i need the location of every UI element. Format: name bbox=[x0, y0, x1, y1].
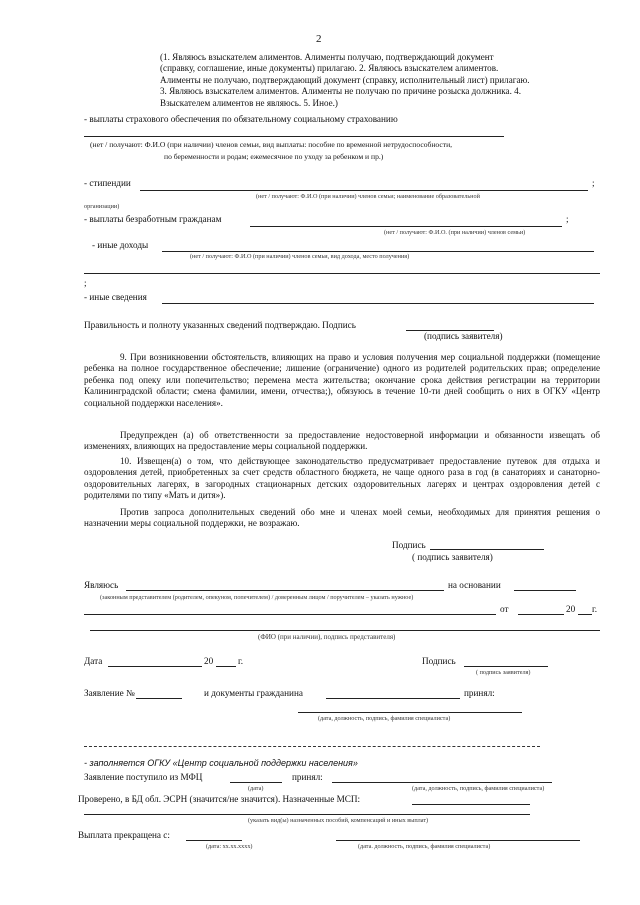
accepted-official-line[interactable] bbox=[298, 712, 522, 713]
confirm-text: Правильность и полноту указанных сведений подтверждаю. Подпись bbox=[84, 320, 356, 330]
alimony-line-1: (1. Являюсь взыскателем алиментов. Алименты получаю, подтверждающий документ bbox=[160, 52, 494, 62]
alimony-line-5: Взыскателем алиментов не являюсь. 5. Иное.) bbox=[160, 97, 338, 108]
no-objection-text: Против запроса дополнительных сведений обо мне и членах моей семьи, необходимых для принятия решения о назначении меры социальной поддержки, не возражаю. bbox=[84, 507, 600, 529]
date-fill-line[interactable] bbox=[108, 666, 202, 667]
stipend-semicolon: ; bbox=[592, 178, 595, 188]
signature-line[interactable] bbox=[430, 549, 544, 550]
office-heading: - заполняется ОГКУ «Центр социальной поддержки населения» bbox=[84, 758, 358, 768]
stipend-fill-line[interactable] bbox=[140, 190, 588, 191]
page-number: 2 bbox=[316, 33, 322, 45]
representative-document-line[interactable] bbox=[84, 614, 496, 615]
insurance-hint-2: по беременности и родам; ежемесячное по уходу за ребенком и пр.) bbox=[164, 152, 384, 161]
alimony-line-4: 3. Являюсь взыскателем алиментов. Алименты не получаю по причине розыска должника. 4. bbox=[160, 86, 521, 97]
representative-basis-line[interactable] bbox=[514, 590, 576, 591]
accepted-hint: (дата, должность, подпись, фамилия специалиста) bbox=[318, 715, 451, 722]
office-stopped-date-line[interactable] bbox=[186, 840, 242, 841]
office-benefits-hint: (указать вид(ы) назначенных пособий, компенсаций и иных выплат) bbox=[248, 817, 429, 824]
accepted-number-line[interactable] bbox=[136, 698, 182, 699]
unemployed-label: - выплаты безработным гражданам bbox=[84, 214, 222, 224]
office-benefits-line-2[interactable] bbox=[84, 814, 530, 815]
paragraph-10: 10. Извещен(а) о том, что действующее законодательство предусматривает предоставление путевок для отдыха и оздоровления детей, приобретенных за счет средств областного бюджета, не чаще одного раза в год (в санаториях и санаторно-оздоровительных лагерях, в загородных стационарных детских оздоровительных лагерях и центрах оздоровления детей с родителями по типу «Мать и дитя»). bbox=[84, 456, 600, 501]
date-year-line[interactable] bbox=[216, 666, 236, 667]
accepted-citizen-line[interactable] bbox=[326, 698, 460, 699]
representative-year-prefix: 20 bbox=[566, 604, 576, 614]
representative-basis-label: на основании bbox=[448, 580, 501, 590]
representative-label: Являюсь bbox=[84, 580, 119, 590]
office-benefits-line[interactable] bbox=[412, 804, 530, 805]
date-year-prefix: 20 bbox=[204, 656, 214, 666]
representative-fio-line[interactable] bbox=[90, 630, 600, 631]
office-date-hint: (дата) bbox=[248, 785, 264, 792]
other-info-fill-line[interactable] bbox=[162, 303, 594, 304]
office-stopped-official-hint: (дата. должность, подпись, фамилия специалиста) bbox=[358, 843, 491, 850]
representative-fio-hint: (ФИО (при наличии), подпись представителя) bbox=[258, 633, 396, 641]
date-signature-hint: ( подпись заявителя) bbox=[476, 669, 531, 676]
insurance-label: - выплаты страхового обеспечения по обязательному социальному страхованию bbox=[84, 114, 398, 124]
alimony-options bbox=[160, 52, 600, 109]
office-stopped-official-line[interactable] bbox=[336, 840, 580, 841]
other-info-label: - иные сведения bbox=[84, 292, 147, 302]
alimony-line-2: (справку, соглашение, иные документы) прилагаю. 2. Являюсь взыскателем алиментов. bbox=[160, 63, 499, 74]
office-received-label: Заявление поступило из МФЦ bbox=[84, 772, 203, 782]
representative-hint: (законным представителем (родителем, опекуном, попечителем) / доверенным лицом / поручителем – указать нужное) bbox=[100, 594, 414, 601]
date-label: Дата bbox=[84, 656, 103, 666]
stipend-label: - стипендии bbox=[84, 178, 131, 188]
unemployed-semicolon: ; bbox=[566, 214, 569, 224]
other-income-label: - иные доходы bbox=[92, 240, 149, 250]
signature-hint: ( подпись заявителя) bbox=[412, 552, 493, 562]
office-received-accepted: принял: bbox=[292, 772, 323, 782]
office-stopped-date-hint: (дата: хх.хх.хххх) bbox=[206, 843, 253, 850]
office-checked-label: Проверено, в БД обл. ЭСРН (значится/не значится). Назначенные МСП: bbox=[78, 794, 361, 804]
office-official-hint: (дата, должность, подпись, фамилия специалиста) bbox=[412, 785, 545, 792]
insurance-hint-1: (нет / получают: Ф.И.О (при наличии) членов семьи, вид выплаты: пособие по временной нетрудоспособности, bbox=[90, 140, 453, 149]
accepted-prefix: Заявление № bbox=[84, 688, 135, 698]
accepted-middle: и документы гражданина bbox=[204, 688, 303, 698]
alimony-line-3: Алименты не получаю, подтверждающий документ (справку, исполнительный лист) прилагаю. bbox=[160, 74, 530, 85]
unemployed-hint: (нет / получают: Ф.И.О. (при наличии) членов семьи) bbox=[384, 229, 526, 236]
stipend-hint-2: организации) bbox=[84, 203, 120, 210]
office-received-line[interactable] bbox=[230, 782, 282, 783]
representative-year-line[interactable] bbox=[578, 614, 592, 615]
representative-date-line[interactable] bbox=[518, 614, 564, 615]
other-income-hint: (нет / получают: Ф.И.О (при наличии) членов семьи, вид дохода, место получения) bbox=[190, 253, 410, 260]
confirm-signature-hint: (подпись заявителя) bbox=[424, 331, 503, 341]
paragraph-9: 9. При возникновении обстоятельств, влияющих на право и условия получения мер социальной поддержки (помещение ребенка на полное государственное обеспечение; лишение (ограничение) одного из родителей родительских прав; определение ребенка под опеку или попечительство; перемена места жительства; окончание срока действия регистрации на территории Калининградской области; смена фамилии, имени, отчества;), обязуюсь в течение 10-ти дней сообщить о них в ОГКУ «Центр социальной поддержки населения». bbox=[84, 352, 600, 408]
other-income-fill-line[interactable] bbox=[162, 251, 594, 252]
date-signature-label: Подпись bbox=[422, 656, 456, 666]
representative-fill-line[interactable] bbox=[126, 590, 444, 591]
office-received-official-line[interactable] bbox=[332, 782, 552, 783]
unemployed-fill-line[interactable] bbox=[250, 226, 562, 227]
other-income-semicolon: ; bbox=[84, 278, 87, 288]
responsibility-warning: Предупрежден (а) об ответственности за предоставление недостоверной информации и обязанности извещать об изменениях, влияющих на предоставление меры социальной поддержки. bbox=[84, 430, 600, 452]
office-stopped-label: Выплата прекращена с: bbox=[78, 830, 170, 840]
insurance-fill-line[interactable] bbox=[84, 136, 504, 137]
representative-year-suffix: г. bbox=[592, 604, 598, 614]
other-income-fill-line-2[interactable] bbox=[84, 273, 600, 274]
date-signature-line[interactable] bbox=[464, 666, 548, 667]
signature-label: Подпись bbox=[392, 540, 426, 550]
stipend-hint-1: (нет / получают: Ф.И.О (при наличии) членов семьи; наименование образовательной bbox=[256, 193, 480, 200]
section-divider bbox=[84, 746, 540, 747]
representative-from-label: от bbox=[500, 604, 509, 614]
date-year-suffix: г. bbox=[238, 656, 244, 666]
accepted-suffix: принял: bbox=[464, 688, 495, 698]
